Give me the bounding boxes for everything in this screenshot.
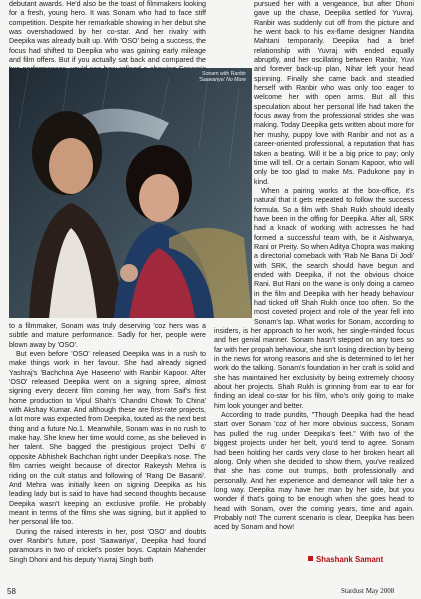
page-number: 58 (7, 587, 16, 596)
column-2 (214, 0, 414, 533)
paragraph: to a filmmaker, Sonam was truly deserving 'coz hers was a subtle and mature performance. Sadly for her, people were blown away by 'OSO'. (9, 322, 206, 349)
caption-line-1: Sonam with Ranbir (202, 71, 246, 77)
paragraph: According to trade pundits, "Though Deepika had the head start over Sonam 'coz of her more obvious success, Sonam has pulled the rug under Deepika's feet." With two of the biggest projects under her belt, you'd tend to agree. Sonam had been holding her cards very close to her broken heart all along. Only when she decided to show them, you've realized that she has come out trumps, both professionally and personally. And her experience and demeanor will take her a long way. Deepika may have her man by her side, but you wonder if that's going to be enough when she goes head to head with Sonam, over the coming years, time and again. Probably not! The current scenario is clear, Deepika has been aced by Sonam and how! (214, 411, 414, 532)
paragraph: debutant awards. He'd also be the toast of filmmakers looking for a fresh, young hero. It was Sonam who had to face stiff competition. Despite her remarkable showing in her debut she was overshadowed by her co-star. And her rivalry with Deepika was already built up. With 'OSO' being a success, the focus had shifted to Deepika who was gaining early mileage and film offers. But if you actually sat back and compared the (9, 0, 206, 65)
column-1-bottom (9, 322, 206, 565)
page-footer (0, 586, 421, 599)
paragraph: pursued her with a vengeance, but after Dhoni gave up the chase, Deepika settled for Yuvraj. Ranbir was suddenly cut off from the picture and he went back to his ex-flame designer Nandita Mahtani temporarily. Deepika had a brief relationship with Yuvraj with ended equally abruptly, and her oscillating between Ranbir, Yuvi and forever back-up plan, Nihar left your head spinning. Finally she came back and steadied herself with Ranbir who was only too eager to welcome her with open arms. But all this speculation about her personal life had taken the focus away from the professional strides she was making. Today Deepika gets written about more for her mushy, puppy love with Ranbir and not as a career-oriented professional, a reputation that has taken a beating. Will it be a big price to pay; only time will tell. Or a certain Sonam Kapoor, who will only be too glad to make Ms. Padukone pay in kind. (254, 0, 414, 186)
paragraph: During the raised interests in her, post 'OSO' and doubts over Ranbir's future, post 'Saawariya', Deepika had found paramours in two of cricket's poster boys. Captain Mahender Singh Dhoni and his deputy Yuvraj Singh both (9, 527, 206, 564)
photo-wrap-spacer (214, 68, 254, 318)
paragraph: When a pairing works at the box-office, it's natural that it gets repeated to follow the success formula. So a film with Shah Rukh should ideally have been in the offing for Deepika. After all, SRK had a knack of working with actresses he had formed a successful team with, be it Aishwarya, Rani or Preity. So when Aditya Chopra was making a directorial comeback with 'Rab Ne Bana Di Jodi' with SRK, the search should have begun and ended with Deepika, if not the obvious choice Rani. But Rani on the wane is only doing a cameo in the film and Deepika with her heady behaviour had ticked off Shah Rukh once too often. So the most coveted project and role of the year fell into Sonam's lap. What works for Sonam, according to insiders, is her approach to her work, her single-minded focus and her genial manner. Sonam hasn't stepped on any toes so far with her propah behaviour, she isn't losing direction by being in the news for wrong reasons and she is determined to let her work do the talking. Sonam's foundation in her craft is solid and she has maintained her exclusivity by being extremely choosy about her projects. Shah Rukh is grinning from ear to ear for finding an ideal co-star for his film, who's only going to make him look younger and better. (214, 186, 414, 410)
paragraph: But even before 'OSO' released Deepika was in a rush to make things work in her favour. She had already signed Yashraj's 'Bachchna Aye Haseeno' with Ranbir Kapoor. After 'OSO' released Deepika went on a signing spree, almost signing every decent film coming her way, from Saif's first home production to Vipul Shah's 'Chandni Chowk To China' with Akshay Kumar. And although these are first-rate projects, a lot more was expected from Deepika, touted as the next best thing and a future No.1. Meanwhile, Sonam was in no rush to make hay. She knew her time would come, as she believed in her talent. She bagged the prestigious project 'Delhi 6' opposite Abhishek Bachchan right under Deepika's nose. The film carries weight because of director Rakeysh Mehra is riding on the cult status and following of 'Rang De Basanti'. And Mehra was initially keen on signing Deepika as his leading lady but is said to have had second thoughts because Deepika wasn't keeping an exclusive profile. He probably meant in terms of the films she was signing, but it applied to her personal life too. (9, 350, 206, 527)
caption-line-2: 'Saawariya' No More (198, 77, 246, 83)
byline-marker-icon (308, 556, 313, 561)
author-byline: Shashank Samant (316, 555, 384, 564)
publication-issue: Stardust May 2008 (341, 587, 395, 595)
